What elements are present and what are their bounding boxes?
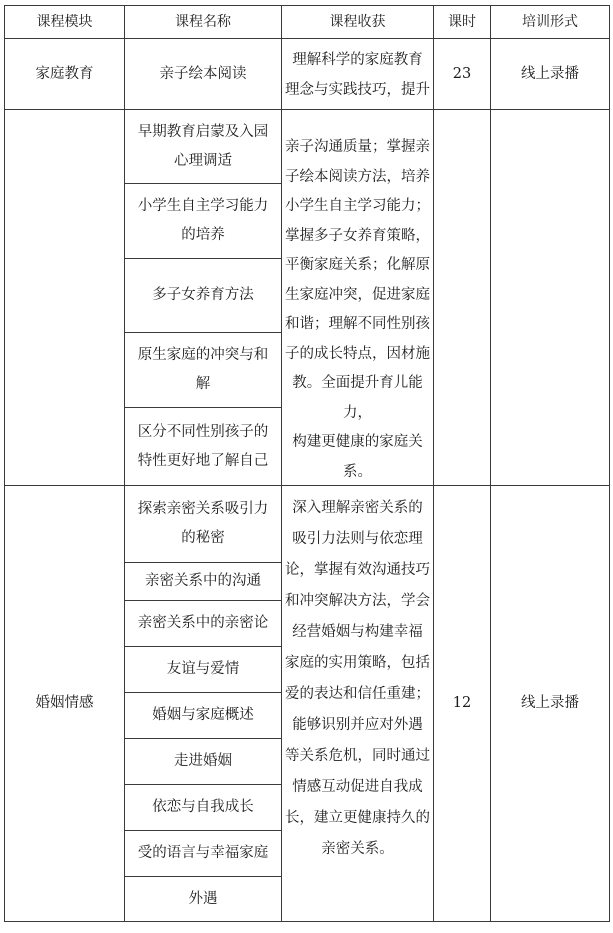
- family-course-5: 原生家庭的冲突与和解: [137, 347, 269, 392]
- outcome-line: 能够识别并应对外遇: [292, 717, 423, 733]
- outcome-line: 等关系危机，同时通过: [285, 748, 430, 764]
- outcome-line: 爱的表达和信任重建；: [285, 686, 430, 702]
- marriage-course-7: 依恋与自我成长: [152, 799, 254, 815]
- family-course-1: 亲子绘本阅读: [159, 65, 247, 82]
- outcome-line: 构建更健康的家庭关: [292, 434, 423, 450]
- family-module: 家庭教育: [35, 65, 94, 82]
- outcome-line: 理念与实践技巧，提升: [285, 81, 430, 98]
- table-border-bottom: [4, 921, 610, 922]
- family-course-3: 小学生自主学习能力的培养: [137, 198, 269, 243]
- outcome-line: 和谐；理解不同性别孩: [285, 316, 430, 332]
- outcome-line: 小学生自主学习能力；: [285, 198, 430, 214]
- family-outcome: [282, 46, 433, 487]
- marriage-course-6: 走进婚姻: [174, 753, 232, 769]
- outcome-line: 深入理解亲密关系的: [292, 500, 423, 516]
- outcome-line: 长，建立更健康持久的: [285, 810, 430, 826]
- outcome-line: 家庭的实用策略，包括: [285, 655, 430, 671]
- outcome-line: 经营婚姻与构建幸福: [292, 624, 423, 640]
- outcome-line: 教。全面提升育儿能力，: [292, 375, 423, 421]
- marriage-course-9: 外遇: [188, 890, 218, 907]
- header-format: 培训形式: [522, 13, 578, 30]
- marriage-course-2: 亲密关系中的沟通: [145, 573, 261, 589]
- outcome-line: 系。: [343, 463, 372, 480]
- family-hours: 23: [452, 65, 472, 82]
- outcome-line: 论，掌握有效沟通技巧: [285, 562, 430, 578]
- marriage-course-3: 亲密关系中的亲密论: [137, 615, 269, 631]
- outcome-line: 子的成长特点，因材施: [285, 345, 430, 362]
- outcome-line: 平衡家庭关系；化解原: [285, 257, 430, 273]
- outcome-line: 亲密关系。: [321, 841, 394, 857]
- outcome-line: 子绘本阅读方法，培养: [285, 168, 430, 185]
- outcome-line: 生家庭冲突，促进家庭: [285, 286, 430, 303]
- marriage-course-1: 探索亲密关系吸引力的秘密: [137, 501, 269, 546]
- marriage-format: 线上录播: [521, 695, 579, 711]
- header-module: 课程模块: [36, 13, 93, 30]
- outcome-line: 吸引力法则与依恋理: [292, 531, 423, 547]
- outcome-line: 掌握多子女养育策略，: [285, 227, 430, 244]
- family-course-6: 区分不同性别孩子的特性更好地了解自己: [137, 423, 269, 469]
- marriage-course-4: 友谊与爱情: [166, 661, 240, 677]
- family-course-4: 多子女养育方法: [152, 287, 254, 303]
- marriage-course-5: 婚姻与家庭概述: [152, 707, 254, 723]
- outcome-line: 情感互动促进自我成: [292, 779, 423, 795]
- outcome-line: 亲子沟通质量；掌握亲: [285, 139, 430, 155]
- header-hours: 课时: [448, 13, 476, 30]
- marriage-course-8: 受的语言与幸福家庭: [137, 845, 269, 861]
- marriage-outcome: [282, 493, 433, 865]
- outcome-line: 和冲突解决方法，学会: [285, 593, 430, 609]
- family-course-2: 早期教育启蒙及入园心理调适: [137, 123, 269, 169]
- header-name: 课程名称: [175, 13, 231, 30]
- marriage-hours: 12: [452, 695, 472, 711]
- table-border-right: [609, 5, 610, 922]
- header-outcome: 课程收获: [329, 13, 386, 30]
- family-format: 线上录播: [521, 65, 579, 82]
- marriage-module: 婚姻情感: [35, 695, 94, 711]
- outcome-line: 理解科学的家庭教育: [292, 52, 423, 68]
